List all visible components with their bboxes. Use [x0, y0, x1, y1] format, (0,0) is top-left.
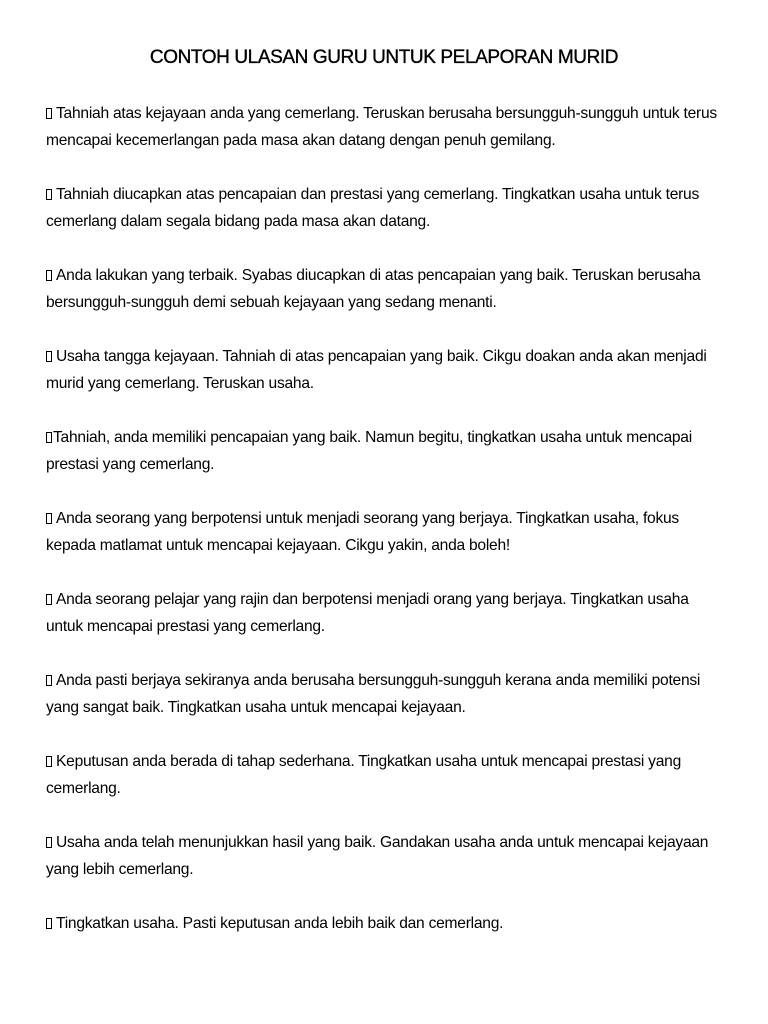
square-bullet-icon — [46, 270, 52, 281]
comment-text: Anda seorang yang berpotensi untuk menjadi seorang yang berjaya. Tingkatkan usaha, fokus kepada matlamat untuk mencapai kejayaan. Cikgu yakin, anda boleh! — [46, 510, 679, 554]
list-item — [46, 910, 726, 937]
square-bullet-icon — [46, 918, 52, 929]
comment-text: Anda pasti berjaya sekiranya anda berusaha bersungguh-sungguh kerana anda memiliki potensi yang sangat baik. Tingkatkan usaha untuk mencapai kejayaan. — [46, 672, 701, 716]
square-bullet-icon — [46, 432, 52, 443]
list-item — [46, 586, 726, 640]
list-item — [46, 100, 726, 154]
square-bullet-icon — [46, 756, 52, 767]
square-bullet-icon — [46, 189, 52, 200]
list-item — [46, 667, 726, 721]
comment-text: Anda lakukan yang terbaik. Syabas diucapkan di atas pencapaian yang baik. Teruskan berusaha bersungguh-sungguh demi sebuah kejayaan yang sedang menanti. — [46, 267, 701, 311]
comment-text: Tahniah diucapkan atas pencapaian dan prestasi yang cemerlang. Tingkatkan usaha untuk terus cemerlang dalam segala bidang pada masa akan datang. — [46, 186, 700, 230]
comment-text: Tahniah, anda memiliki pencapaian yang baik. Namun begitu, tingkatkan usaha untuk mencapai prestasi yang cemerlang. — [46, 429, 692, 473]
comment-text: Usaha anda telah menunjukkan hasil yang baik. Gandakan usaha anda untuk mencapai kejayaan yang lebih cemerlang. — [46, 834, 709, 878]
list-item — [46, 505, 726, 559]
square-bullet-icon — [46, 513, 52, 524]
square-bullet-icon — [46, 351, 52, 362]
comment-text: Anda seorang pelajar yang rajin dan berpotensi menjadi orang yang berjaya. Tingkatkan usaha untuk mencapai prestasi yang cemerlang. — [46, 591, 689, 635]
square-bullet-icon — [46, 594, 52, 605]
list-item — [46, 829, 726, 883]
comment-text: Usaha tangga kejayaan. Tahniah di atas pencapaian yang baik. Cikgu doakan anda akan menjadi murid yang cemerlang. Teruskan usaha. — [46, 348, 707, 392]
square-bullet-icon — [46, 108, 52, 119]
list-item — [46, 748, 726, 802]
list-item — [46, 262, 726, 316]
document-title: CONTOH ULASAN GURU UNTUK PELAPORAN MURID — [149, 47, 619, 68]
comment-text: Tingkatkan usaha. Pasti keputusan anda lebih baik dan cemerlang. — [56, 915, 504, 932]
list-item — [46, 181, 726, 235]
square-bullet-icon — [46, 837, 52, 848]
list-item — [46, 343, 726, 397]
comment-text: Tahniah atas kejayaan anda yang cemerlang. Teruskan berusaha bersungguh-sungguh untuk terus mencapai kecemerlangan pada masa akan datang dengan penuh gemilang. — [46, 105, 717, 149]
comment-text: Keputusan anda berada di tahap sederhana. Tingkatkan usaha untuk mencapai prestasi yang cemerlang. — [46, 753, 681, 797]
comment-list — [46, 100, 726, 964]
square-bullet-icon — [46, 675, 52, 686]
list-item — [46, 424, 726, 478]
